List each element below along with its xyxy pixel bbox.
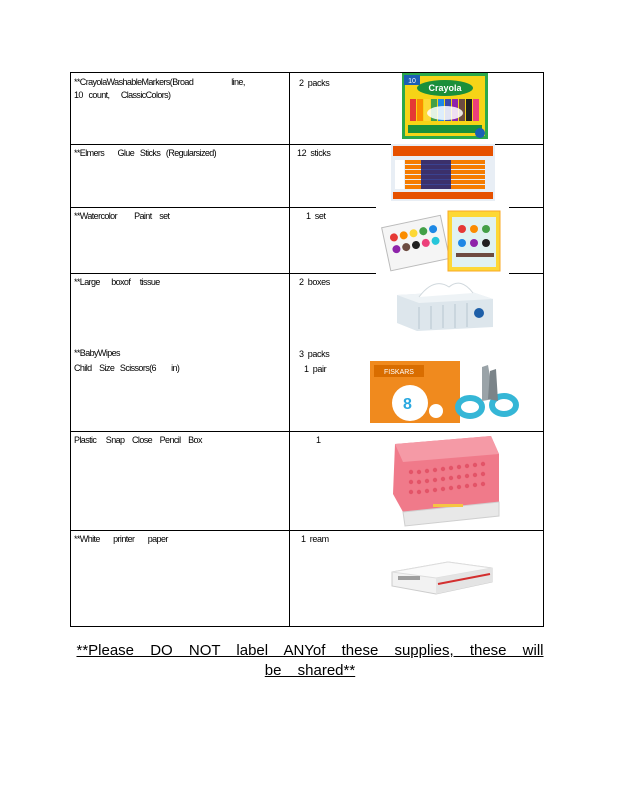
item-name-cont: Child Size Scissors(6 in) — [74, 363, 180, 373]
notice-line-2: be shared** — [264, 662, 356, 679]
item-quantity: 3 packs — [299, 349, 330, 359]
item-quantity: 1 — [316, 435, 321, 445]
item-quantity: 2 boxes — [299, 277, 330, 287]
pencil-box-image — [373, 432, 513, 529]
item-name: **Elmers Glue Sticks (Regularsized) — [74, 148, 217, 158]
scissors-image — [370, 359, 525, 427]
column-divider — [289, 73, 290, 626]
item-name: **BabyWipes — [74, 348, 120, 358]
item-quantity: 1 pair — [304, 364, 327, 374]
svg-text:10: 10 — [408, 78, 416, 85]
item-name: **White printer paper — [74, 534, 168, 544]
item-name: Plastic Snap Close Pencil Box — [74, 435, 202, 445]
item-name-cont: 10 count, ClassicColors) — [74, 90, 171, 100]
item-name: **CrayolaWashableMarkers(Broad line, — [74, 77, 245, 87]
item-name: **Watercolor Paint set — [74, 211, 170, 221]
crayola-markers-image — [402, 73, 488, 139]
item-quantity: 1 set — [306, 211, 326, 221]
notice-line-1: **Please DO NOT label ANYof these supplies, these will — [76, 642, 544, 659]
item-quantity: 1 ream — [301, 534, 329, 544]
item-quantity: 12 sticks — [297, 148, 331, 158]
item-quantity: 2 packs — [299, 78, 330, 88]
item-name: **Large boxof tissue — [74, 277, 160, 287]
tissue-box-image — [389, 273, 499, 333]
paper-ream-image — [388, 558, 496, 598]
row-divider — [71, 530, 543, 531]
svg-text:8: 8 — [403, 396, 412, 413]
fiskars-logo-text: FISKARS — [384, 369, 414, 376]
crayola-logo-text: Crayola — [428, 83, 462, 93]
glue-sticks-image — [391, 144, 495, 201]
watercolor-sets-image — [376, 207, 509, 275]
sharing-notice — [60, 641, 560, 681]
